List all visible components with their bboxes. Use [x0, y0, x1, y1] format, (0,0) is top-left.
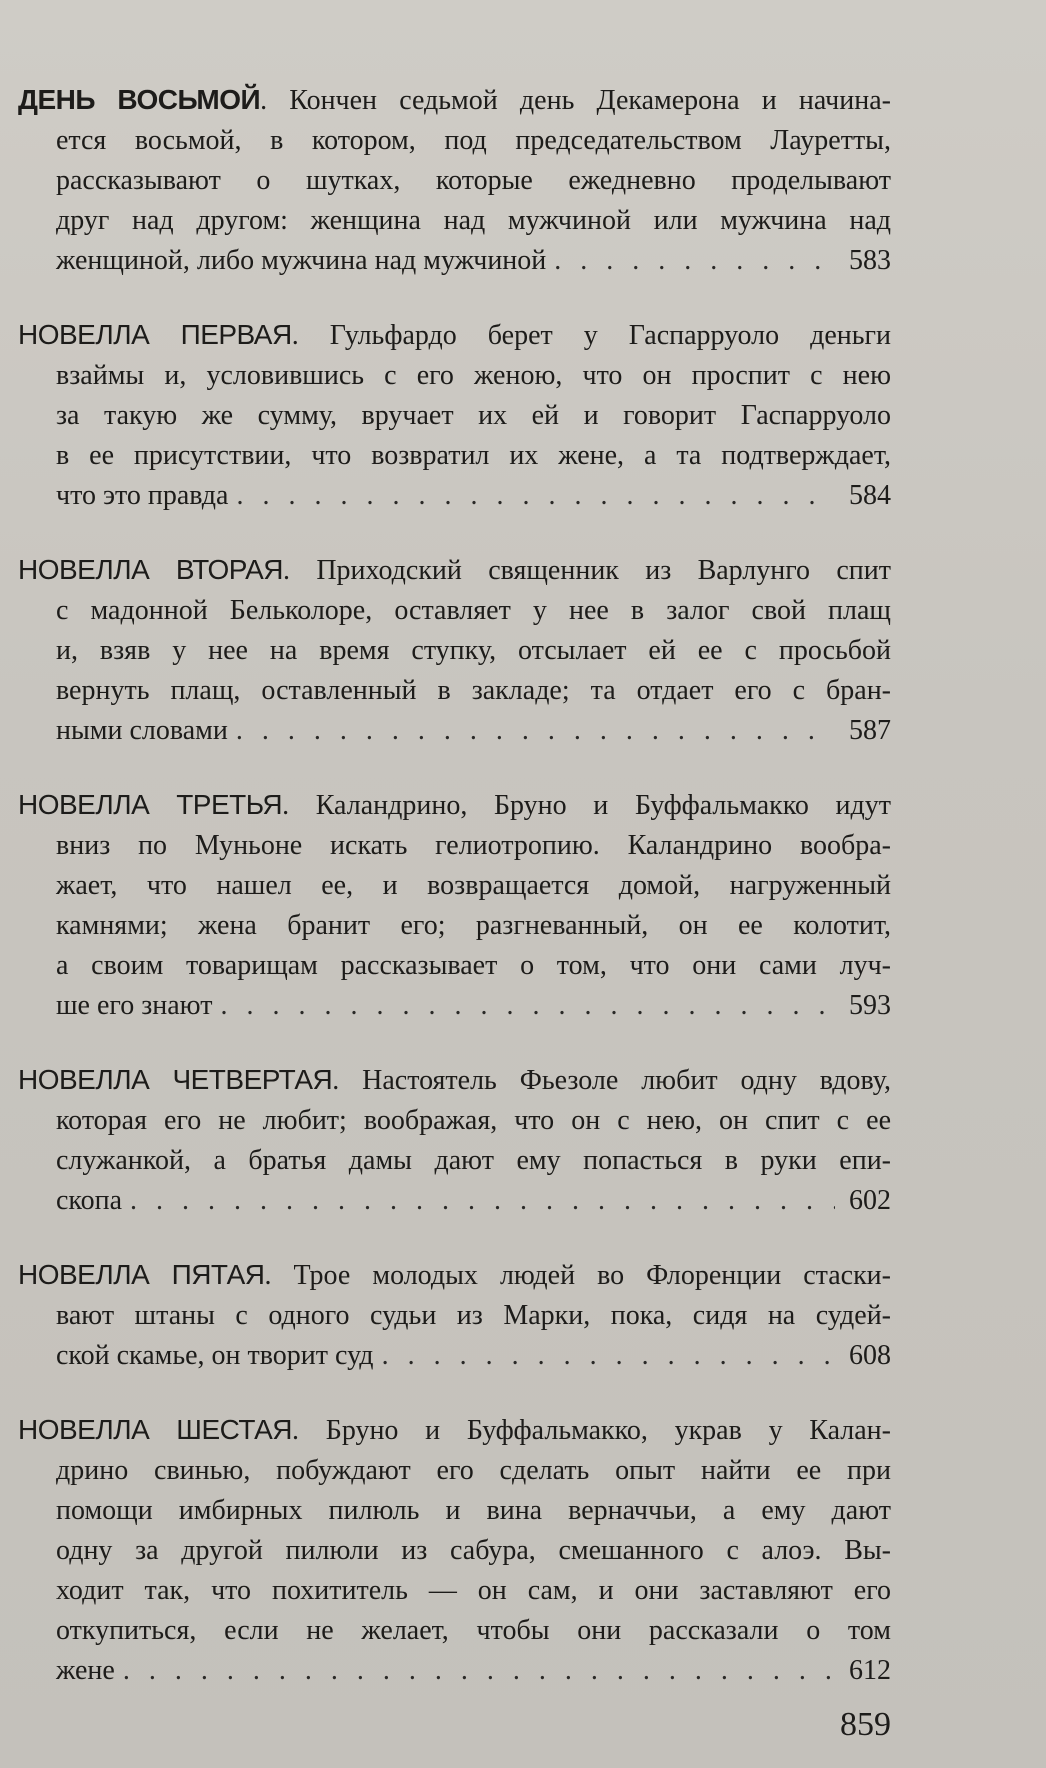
toc-entry	[18, 80, 891, 281]
entry-text: . Гульфардо берет у Гаспарруоло деньги	[291, 320, 891, 351]
entry-first-line	[18, 80, 891, 121]
entry-line: женщиной, либо мужчина над мужчиной	[56, 245, 547, 276]
dot-leader	[236, 711, 835, 751]
toc-entry	[18, 1410, 891, 1691]
entry-line: друг над другом: женщина над мужчиной или мужчина над	[56, 205, 891, 236]
entry-page-number: 593	[849, 990, 891, 1021]
entry-line: взаймы и, условившись с его женою, что он проспит с нею	[56, 360, 891, 391]
entry-line: вернуть плащ, оставленный в закладе; та отдает его с бран-	[56, 675, 891, 706]
entry-last-line	[18, 1651, 891, 1691]
entry-page-number: 583	[849, 245, 891, 276]
entry-line: жает, что нашел ее, и возвращается домой, нагруженный	[56, 870, 891, 901]
entry-page-number: 602	[849, 1185, 891, 1216]
toc-entry	[18, 1060, 891, 1221]
entry-text: . Каландрино, Бруно и Буффальмакко идут	[282, 790, 892, 821]
entry-line: служанкой, а братья дамы дают ему попасться в руки епи-	[56, 1145, 891, 1176]
dot-leader	[130, 1181, 835, 1221]
entry-line: рассказывают о шутках, которые ежедневно проделывают	[56, 165, 891, 196]
entry-line: в ее присутствии, что возвратил их жене, а та подтверждает,	[56, 440, 891, 471]
dot-leader	[123, 1651, 835, 1691]
table-of-contents	[18, 80, 891, 1691]
page-number: 859	[840, 1706, 891, 1743]
dot-leader	[236, 476, 835, 516]
entry-first-line	[18, 550, 891, 591]
entry-line: с мадонной Бельколоре, оставляет у нее в залог свой плащ	[56, 595, 891, 626]
entry-first-line	[18, 785, 891, 826]
entry-text: . Бруно и Буффальмакко, украв у Калан-	[292, 1415, 891, 1446]
entry-heading: НОВЕЛЛА ПЕРВАЯ	[18, 319, 292, 350]
entry-last-line	[18, 711, 891, 751]
entry-text: . Трое молодых людей во Флоренции стаски-	[264, 1260, 891, 1291]
entry-text: . Кончен седьмой день Декамерона и начина-	[260, 85, 891, 116]
entry-page-number: 608	[849, 1340, 891, 1371]
entry-heading: НОВЕЛЛА ВТОРАЯ	[18, 554, 283, 585]
entry-text: . Приходский священник из Варлунго спит	[283, 555, 891, 586]
entry-heading: НОВЕЛЛА ЧЕТВЕРТАЯ	[18, 1064, 333, 1095]
entry-page-number: 587	[849, 715, 891, 746]
entry-first-line	[18, 315, 891, 356]
toc-entry	[18, 315, 891, 516]
entry-line: за такую же сумму, вручает их ей и говорит Гаспарруоло	[56, 400, 891, 431]
entry-line: жене	[56, 1655, 115, 1686]
dot-leader	[220, 986, 835, 1026]
entry-line: одну за другой пилюли из сабура, смешанного с алоэ. Вы-	[56, 1535, 891, 1566]
entry-line: камнями; жена бранит его; разгневанный, он ее колотит,	[56, 910, 891, 941]
dot-leader	[554, 241, 835, 281]
entry-line: что это правда	[56, 480, 229, 511]
entry-line: ными словами	[56, 715, 228, 746]
entry-line: откупиться, если не желает, чтобы они рассказали о том	[56, 1615, 891, 1646]
toc-entry	[18, 785, 891, 1026]
entry-line: ше его знают	[56, 990, 213, 1021]
entry-line: вают штаны с одного судьи из Марки, пока, сидя на судей-	[56, 1300, 891, 1331]
entry-line: ется восьмой, в котором, под председательством Лауретты,	[56, 125, 891, 156]
entry-last-line	[18, 986, 891, 1026]
entry-line: и, взяв у нее на время ступку, отсылает ей ее с просьбой	[56, 635, 891, 666]
entry-last-line	[18, 241, 891, 281]
entry-line: которая его не любит; воображая, что он с нею, он спит с ее	[56, 1105, 891, 1136]
entry-last-line	[18, 1181, 891, 1221]
toc-entry	[18, 550, 891, 751]
entry-first-line	[18, 1060, 891, 1101]
entry-last-line	[18, 476, 891, 516]
entry-line: скопа	[56, 1185, 123, 1216]
entry-heading: ДЕНЬ ВОСЬМОЙ	[18, 84, 261, 115]
entry-line: помощи имбирных пилюль и вина верначчьи, а ему дают	[56, 1495, 891, 1526]
entry-line: вниз по Муньоне искать гелиотропию. Каландрино вообра-	[56, 830, 891, 861]
entry-line: ской скамье, он творит суд	[56, 1340, 374, 1371]
entry-first-line	[18, 1410, 891, 1451]
dot-leader	[382, 1336, 835, 1376]
toc-entry	[18, 1255, 891, 1376]
entry-heading: НОВЕЛЛА ПЯТАЯ	[18, 1259, 265, 1290]
entry-last-line	[18, 1336, 891, 1376]
entry-page-number: 612	[849, 1655, 891, 1686]
entry-page-number: 584	[849, 480, 891, 511]
entry-line: а своим товарищам рассказывает о том, что они сами луч-	[56, 950, 891, 981]
entry-heading: НОВЕЛЛА ШЕСТАЯ	[18, 1414, 292, 1445]
entry-heading: НОВЕЛЛА ТРЕТЬЯ	[18, 789, 283, 820]
entry-first-line	[18, 1255, 891, 1296]
entry-text: . Настоятель Фьезоле любит одну вдову,	[332, 1065, 891, 1096]
entry-line: дрино свинью, побуждают его сделать опыт найти ее при	[56, 1455, 891, 1486]
entry-line: ходит так, что похититель — он сам, и они заставляют его	[56, 1575, 891, 1606]
